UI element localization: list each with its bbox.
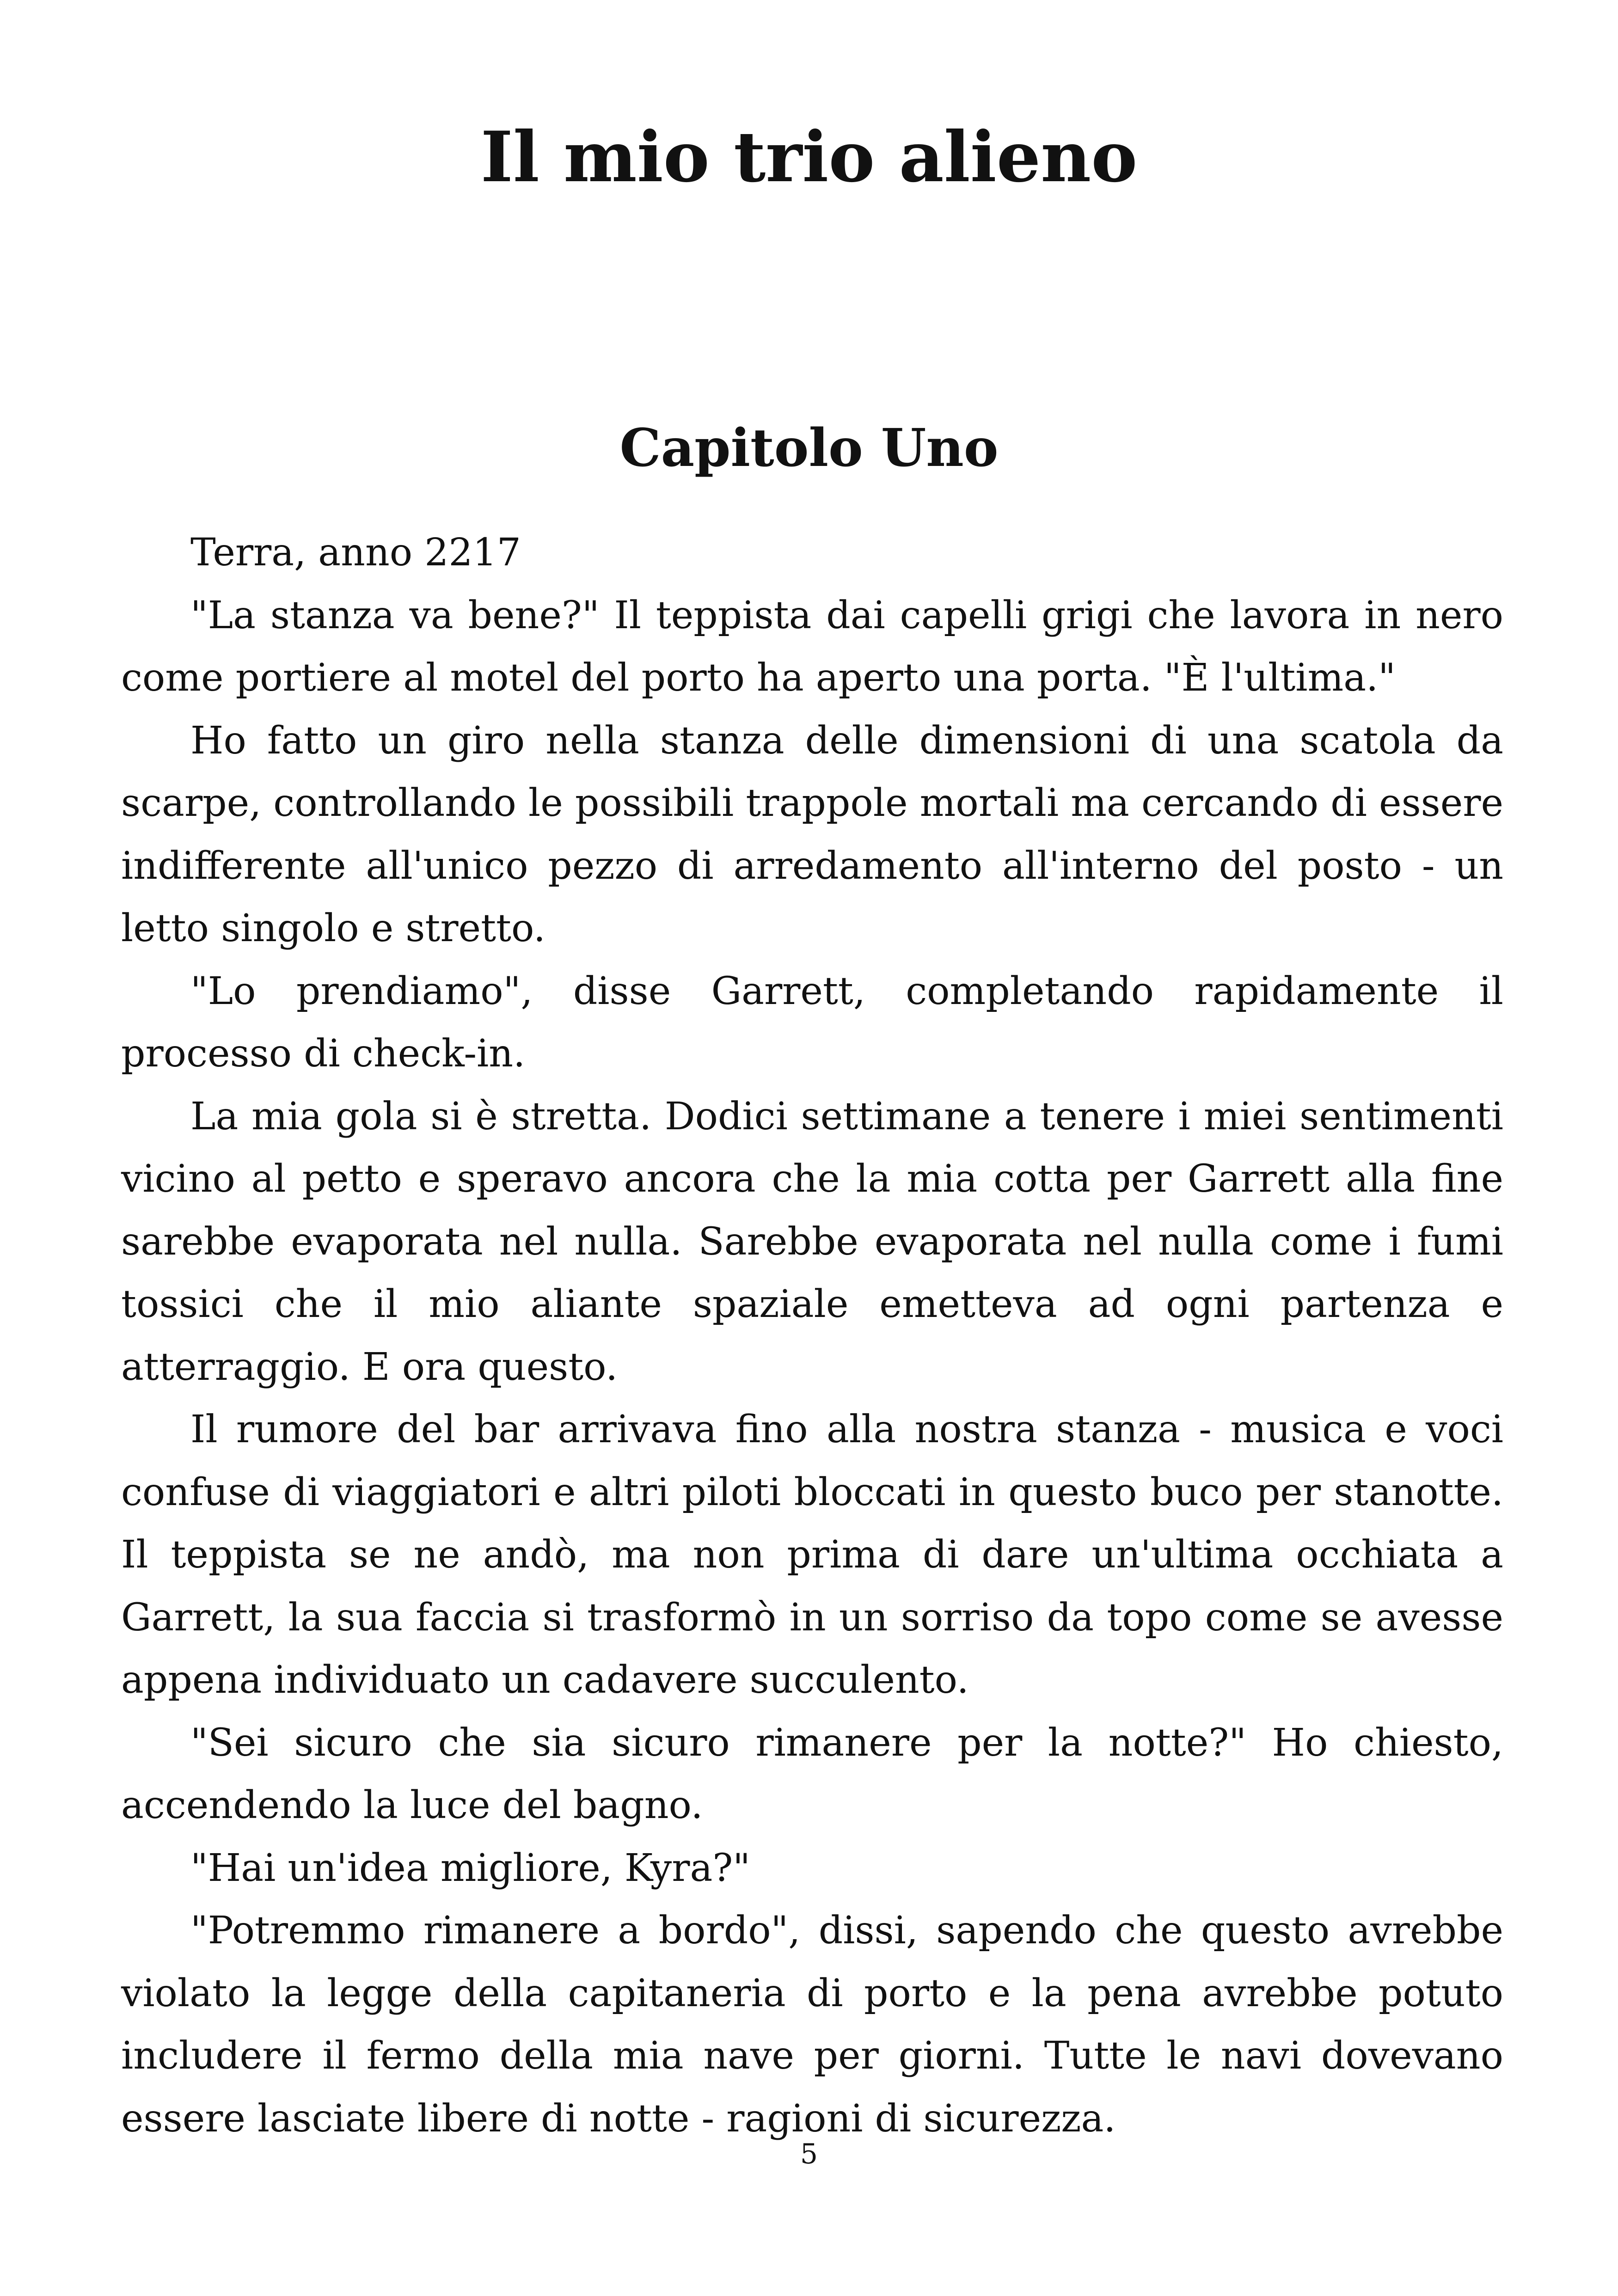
book-title: Il mio trio alieno <box>480 116 1138 198</box>
page-number: 5 <box>800 2138 818 2170</box>
paragraph: La mia gola si è stretta. Dodici settimane a tenere i miei sentimenti vicino al petto e speravo ancora che la mia cotta per Garrett alla fine sarebbe evaporata nel nulla. Sarebbe evaporata nel nulla come i fumi tossici che il mio aliante spaziale emetteva ad ogni partenza e atterraggio. E ora questo. <box>121 1094 1503 1389</box>
paragraph: "Potremmo rimanere a bordo", dissi, sapendo che questo avrebbe violato la legge della capitaneria di porto e la pena avrebbe potuto includere il fermo della mia nave per giorni. Tutte le navi dovevano essere lasciate libere di notte - ragioni di sicurezza. <box>121 1909 1503 2141</box>
paragraph: Il rumore del bar arrivava fino alla nostra stanza - musica e voci confuse di viaggiatori e altri piloti bloccati in questo buco per stanotte. Il teppista se ne andò, ma non prima di dare un'ultima occhiata a Garrett, la sua faccia si trasformò in un sorriso da topo come se avesse appena individuato un cadavere succulento. <box>121 1408 1503 1702</box>
paragraph-dateline: Terra, anno 2217 <box>190 531 521 575</box>
paragraph: "Hai un'idea migliore, Kyra?" <box>190 1846 751 1890</box>
chapter-title: Capitolo Uno <box>619 418 999 478</box>
paragraph: "La stanza va bene?" Il teppista dai capelli grigi che lavora in nero come portiere al motel del porto ha aperto una porta. "È l'ultima." <box>121 593 1503 700</box>
paragraph: "Sei sicuro che sia sicuro rimanere per la notte?" Ho chiesto, accendendo la luce del bagno. <box>121 1720 1503 1827</box>
paragraph: "Lo prendiamo", disse Garrett, completando rapidamente il processo di check-in. <box>121 969 1503 1076</box>
chapter-body <box>121 521 1503 2150</box>
paragraph: Ho fatto un giro nella stanza delle dimensioni di una scatola da scarpe, controllando le possibili trappole mortali ma cercando di essere indifferente all'unico pezzo di arredamento all'interno del posto - un letto singolo e stretto. <box>121 718 1503 950</box>
